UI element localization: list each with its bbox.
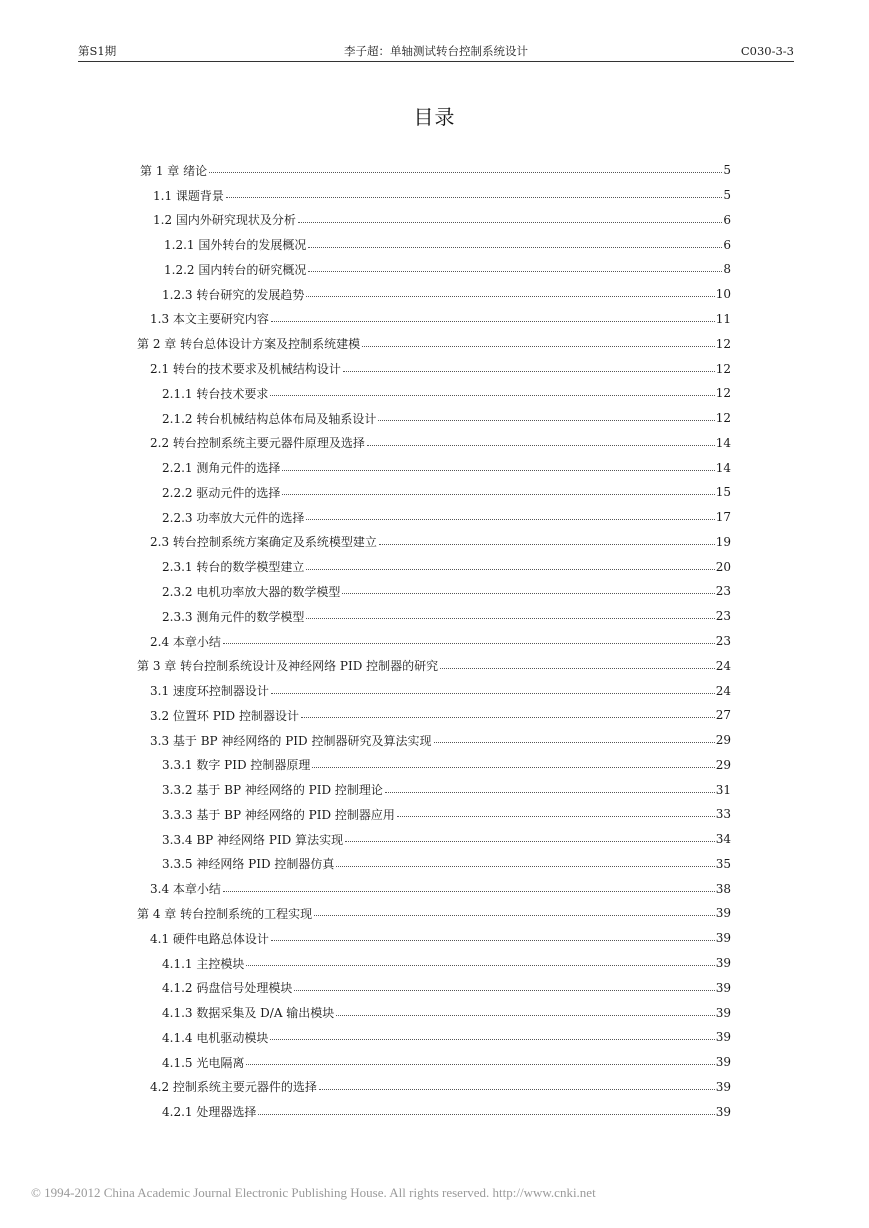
toc-entry[interactable] [150,530,731,555]
toc-entry-title: 3.3.3 基于 BP 神经网络的 PID 控制器应用 [162,807,395,822]
toc-entry[interactable] [162,406,731,431]
toc-page-number: 20 [715,559,731,574]
toc-page-number: 19 [715,534,731,549]
toc-entry-title: 1.2.2 国内转台的研究概况 [164,262,307,277]
toc-entry[interactable] [150,926,731,951]
toc-entry-title: 2.2.1 测角元件的选择 [162,461,281,476]
dot-leader [397,816,715,817]
toc-entry-title: 4.1 硬件电路总体设计 [150,931,269,946]
toc-entry-title: 2.2.3 功率放大元件的选择 [162,510,305,525]
toc-page-number: 23 [715,634,731,648]
toc-page-number: 14 [715,460,731,475]
dot-leader [378,420,714,421]
toc-title: 目录 [413,105,456,129]
dot-leader [379,544,715,545]
dot-leader [336,866,714,867]
header-rule [78,61,794,62]
toc-list [0,158,869,1128]
toc-entry-title: 3.3.1 数字 PID 控制器原理 [162,758,311,773]
toc-entry[interactable] [164,257,731,282]
dot-leader [342,593,714,594]
toc-entry[interactable] [162,282,731,307]
toc-page-number: 12 [715,411,731,426]
toc-entry-title: 4.1.1 主控模块 [162,956,245,971]
toc-page-number: 29 [715,733,731,748]
toc-entry-title: 4.1.2 码盘信号处理模块 [162,981,293,996]
toc-page-number: 31 [715,782,731,797]
running-title: 李子超：单轴测试转台控制系统设计 [344,44,528,58]
toc-page-number: 39 [715,1005,731,1020]
page-header [78,42,794,60]
toc-entry-title: 1.2.1 国外转台的发展概况 [164,238,307,253]
toc-page-number: 29 [715,757,731,772]
toc-entry-title: 2.4 本章小结 [150,634,221,649]
toc-entry-title: 2.3.3 测角元件的数学模型 [162,609,305,624]
toc-page-number: 23 [715,609,731,624]
toc-entry[interactable] [162,852,731,877]
toc-entry[interactable] [162,1099,731,1124]
dot-leader [306,569,714,570]
toc-entry[interactable] [150,678,731,703]
dot-leader [270,395,714,396]
toc-page-number: 35 [715,856,731,871]
dot-leader [343,371,715,372]
dot-leader [308,271,722,272]
toc-entry-title: 1.1 课题背景 [153,188,224,203]
journal-issue: 第S1期 [78,44,117,58]
toc-page-number: 12 [715,336,731,351]
dot-leader [271,321,715,322]
toc-entry-title: 4.1.5 光电隔离 [162,1055,245,1070]
dot-leader [246,965,714,966]
dot-leader [312,767,714,768]
toc-entry[interactable] [162,1050,731,1075]
dot-leader [282,494,714,495]
dot-leader [282,470,714,471]
toc-page-number: 39 [715,1055,731,1070]
dot-leader [362,346,715,347]
toc-page-number: 6 [723,212,731,227]
toc-page-number: 39 [715,931,731,946]
dot-leader [306,519,714,520]
toc-entry[interactable] [162,827,731,852]
toc-entry-title: 2.1.2 转台机械结构总体布局及轴系设计 [162,411,377,426]
dot-leader [306,296,714,297]
toc-entry-title: 2.2.2 驱动元件的选择 [162,485,281,500]
toc-page-number: 39 [715,1104,731,1119]
toc-page-number: 12 [715,386,731,401]
dot-leader [306,618,714,619]
toc-entry[interactable] [162,480,731,505]
toc-entry-title: 3.3.5 神经网络 PID 控制器仿真 [162,857,335,872]
dot-leader [271,940,715,941]
toc-entry-title: 1.2.3 转台研究的发展趋势 [162,287,305,302]
toc-entry[interactable] [162,802,731,827]
toc-entry[interactable] [137,331,731,356]
toc-entry[interactable] [150,356,731,381]
toc-page-number: 5 [723,163,731,178]
toc-entry-title: 3.4 本章小结 [150,882,221,897]
toc-entry-title: 4.2 控制系统主要元器件的选择 [150,1080,317,1095]
toc-entry[interactable] [150,1074,731,1099]
toc-entry-title: 2.3 转台控制系统方案确定及系统模型建立 [150,535,377,550]
dot-leader [385,792,715,793]
dot-leader [209,172,722,173]
dot-leader [308,247,722,248]
toc-entry[interactable] [164,232,731,257]
toc-entry[interactable] [150,430,731,455]
toc-entry[interactable] [162,975,731,1000]
toc-entry-title: 第 3 章 转台控制系统设计及神经网络 PID 控制器的研究 [137,659,439,674]
dot-leader [223,643,715,644]
dot-leader [223,891,715,892]
toc-entry[interactable] [162,777,731,802]
toc-entry-title: 2.1 转台的技术要求及机械结构设计 [150,362,341,377]
toc-entry[interactable] [150,876,731,901]
toc-page-number: 34 [715,832,731,847]
toc-entry-title: 第 1 章 绪论 [140,163,208,178]
dot-leader [336,1015,714,1016]
toc-entry-title: 2.1.1 转台技术要求 [162,386,269,401]
toc-entry-title: 3.1 速度环控制器设计 [150,684,269,699]
toc-entry[interactable] [162,554,731,579]
toc-entry[interactable] [162,604,731,629]
toc-entry[interactable] [150,307,731,332]
toc-entry-title: 3.3 基于 BP 神经网络的 PID 控制器研究及算法实现 [150,733,432,748]
toc-page-number: 39 [715,1030,731,1045]
dot-leader [319,1089,715,1090]
dot-leader [258,1114,714,1115]
dot-leader [294,990,714,991]
dot-leader [345,841,715,842]
toc-page-number: 6 [723,237,731,252]
toc-page-number: 8 [723,262,731,277]
toc-entry[interactable] [150,703,731,728]
toc-page-number: 24 [715,683,731,698]
toc-page-number: 15 [715,485,731,500]
toc-page-number: 5 [723,188,731,203]
toc-entry-title: 1.3 本文主要研究内容 [150,312,269,327]
toc-entry[interactable] [162,951,731,976]
article-code: C030-3-3 [740,44,794,58]
toc-page-number: 23 [715,584,731,599]
toc-entry-title: 4.2.1 处理器选择 [162,1105,257,1120]
toc-page-number: 12 [715,361,731,376]
toc-entry[interactable] [162,579,731,604]
toc-page-number: 33 [715,807,731,822]
toc-entry-title: 3.3.2 基于 BP 神经网络的 PID 控制理论 [162,783,383,798]
toc-page-number: 11 [715,311,731,326]
dot-leader [271,693,715,694]
toc-entry-title: 第 4 章 转台控制系统的工程实现 [137,906,313,921]
toc-page-number: 27 [715,708,731,723]
toc-page-number: 14 [715,435,731,450]
dot-leader [246,1064,714,1065]
toc-entry[interactable] [162,1000,731,1025]
toc-entry[interactable] [150,629,731,654]
toc-entry-title: 3.3.4 BP 神经网络 PID 算法实现 [162,832,344,847]
toc-entry-title: 4.1.3 数据采集及 D/A 输出模块 [162,1006,335,1021]
toc-entry[interactable] [162,381,731,406]
toc-entry[interactable] [153,208,731,233]
toc-entry[interactable] [137,653,731,678]
toc-entry-title: 2.3.1 转台的数学模型建立 [162,560,305,575]
dot-leader [270,1039,714,1040]
toc-entry[interactable] [162,505,731,530]
dot-leader [367,445,715,446]
toc-page-number: 39 [715,1079,731,1094]
dot-leader [314,915,715,916]
toc-page-number: 39 [715,980,731,995]
toc-page-number: 17 [715,510,731,525]
toc-entry-title: 第 2 章 转台总体设计方案及控制系统建模 [137,337,361,352]
toc-page-number: 39 [715,956,731,970]
dot-leader [440,668,715,669]
dot-leader [298,222,722,223]
dot-leader [301,717,715,718]
toc-entry[interactable] [162,1025,731,1050]
toc-page-number: 10 [715,287,731,302]
toc-page-number: 38 [715,881,731,896]
toc-entry-title: 2.2 转台控制系统主要元器件原理及选择 [150,436,365,451]
toc-entry-title: 2.3.2 电机功率放大器的数学模型 [162,584,341,599]
toc-entry[interactable] [162,752,731,777]
dot-leader [434,742,715,743]
toc-page-number: 39 [715,906,731,921]
toc-entry[interactable] [153,183,731,208]
dot-leader [226,197,722,198]
toc-entry[interactable] [137,901,731,926]
toc-entry-title: 4.1.4 电机驱动模块 [162,1030,269,1045]
toc-page-number: 24 [715,658,731,673]
toc-entry[interactable] [162,455,731,480]
toc-entry-title: 3.2 位置环 PID 控制器设计 [150,708,299,723]
toc-entry[interactable] [140,158,731,183]
toc-entry[interactable] [150,728,731,753]
copyright-notice: © 1994-2012 China Academic Journal Electronic Publishing House. All rights reserved. http://www.cnki.net [31,1185,596,1200]
toc-entry-title: 1.2 国内外研究现状及分析 [153,213,296,228]
